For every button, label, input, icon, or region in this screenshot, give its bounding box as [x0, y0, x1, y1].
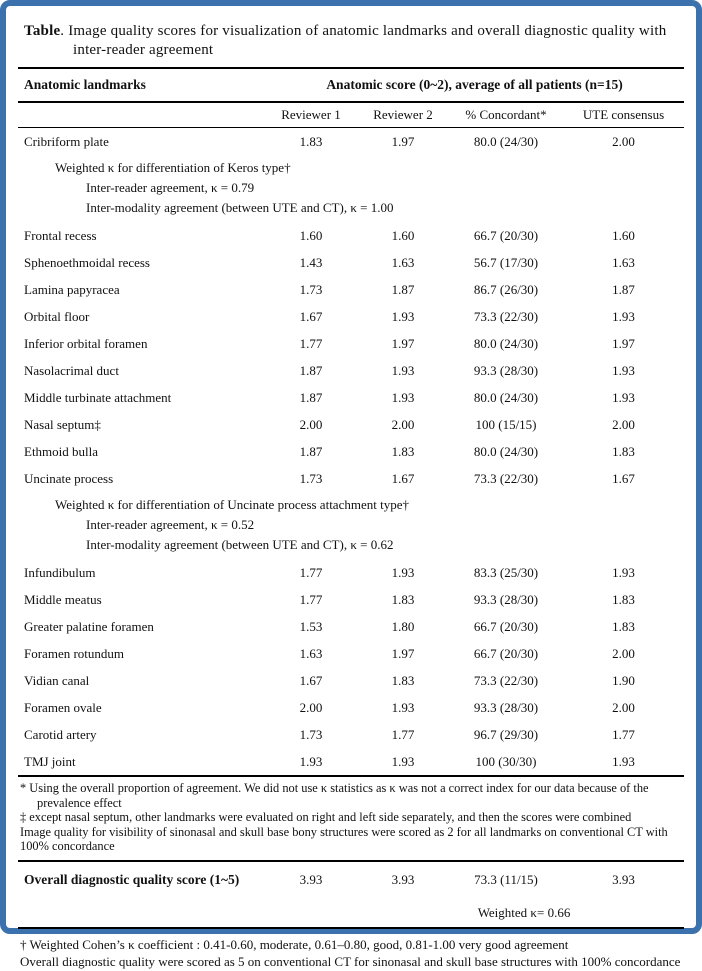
- weighted-kappa-cell: [18, 899, 684, 928]
- overall-score-label: Overall diagnostic quality score (1~5): [24, 872, 240, 888]
- landmark-name: Sphenoethmoidal recess: [24, 254, 150, 270]
- reviewer2-score: 2.00: [391, 416, 415, 432]
- subheader-reviewer-2: Reviewer 2: [357, 102, 449, 128]
- ute-consensus-score: 1.67: [612, 470, 635, 486]
- footer-note-line: † Weighted Cohen’s κ coefficient : 0.41-0.60, moderate, 0.61–0.80, good, 0.81-1.00 very good agreement: [20, 936, 569, 952]
- reviewer2-score: 1.63: [391, 254, 415, 270]
- table-row: [18, 222, 684, 249]
- kappa-note-line: Weighted κ for differentiation of Keros type†: [55, 160, 291, 175]
- reviewer2-score: 1.67: [391, 470, 415, 486]
- reviewer2-score: 1.93: [391, 699, 415, 715]
- landmark-name: Orbital floor: [24, 308, 90, 324]
- subheader-row: [18, 102, 684, 128]
- table-row: [18, 748, 684, 776]
- ute-consensus-score: 1.93: [612, 308, 635, 324]
- reviewer1-score: 1.87: [299, 389, 323, 405]
- overall-reviewer1-value: 3.93: [299, 872, 323, 888]
- landmark-name: Lamina papyracea: [24, 281, 120, 297]
- subheader-reviewer-1: Reviewer 1: [265, 102, 357, 128]
- landmark-name: Middle meatus: [24, 591, 102, 607]
- landmark-name: Foramen ovale: [24, 699, 102, 715]
- table-row: [18, 411, 684, 438]
- landmark-name: Nasal septum‡: [24, 416, 101, 432]
- table-title: [18, 20, 684, 69]
- column-header-anatomic-landmarks: Anatomic landmarks: [18, 69, 265, 102]
- subheader-ute-consensus: UTE consensus: [563, 102, 684, 128]
- kappa-note-line: Inter-modality agreement (between UTE and CT), κ = 0.62: [86, 537, 394, 552]
- reviewer1-score: 1.87: [299, 362, 323, 378]
- table-row: [18, 276, 684, 303]
- concordant-value: 73.3 (22/30): [473, 308, 539, 324]
- reviewer1-score: 2.00: [299, 416, 323, 432]
- reviewer1-score: 1.63: [299, 645, 323, 661]
- footer-note-line: Overall diagnostic quality were scored as 5 on conventional CT for sinonasal and skull base structures with 100% concordance: [20, 954, 681, 970]
- landmark-name: Infundibulum: [24, 564, 96, 580]
- ute-consensus-score: 1.93: [612, 362, 635, 378]
- footnote-line: Image quality for visibility of sinonasal and skull base bony structures were scored as 2 for all landmarks on conventional CT with 100% concordance: [20, 824, 668, 854]
- landmark-name: Foramen rotundum: [24, 645, 125, 661]
- ute-consensus-score: 2.00: [612, 645, 635, 661]
- concordant-value: 56.7 (17/30): [473, 254, 539, 270]
- concordant-value: 73.3 (22/30): [473, 470, 539, 486]
- landmark-name: Greater palatine foramen: [24, 618, 154, 634]
- overall-reviewer2-value: 3.93: [391, 872, 415, 888]
- reviewer2-score: 1.97: [391, 335, 415, 351]
- reviewer1-score: 2.00: [299, 699, 323, 715]
- concordant-value: 93.3 (28/30): [473, 699, 539, 715]
- table-row: [18, 559, 684, 586]
- landmark-name: Inferior orbital foramen: [24, 335, 148, 351]
- mid-footnote-cell: [18, 776, 684, 861]
- landmark-name: Frontal recess: [24, 227, 97, 243]
- concordant-value: 80.0 (24/30): [473, 335, 539, 351]
- reviewer1-score: 1.60: [299, 227, 323, 243]
- footnote-line: ‡ except nasal septum, other landmarks were evaluated on right and left side separately, and then the scores were combined: [20, 810, 632, 825]
- reviewer1-score: 1.73: [299, 726, 323, 742]
- reviewer1-score: 1.83: [299, 133, 323, 149]
- table-row: [18, 438, 684, 465]
- ute-consensus-score: 1.83: [612, 618, 635, 634]
- reviewer1-score: 1.87: [299, 443, 323, 459]
- kappa-note-block: [18, 492, 684, 559]
- column-header-anatomic-score: Anatomic score (0~2), average of all patients (n=15): [265, 69, 684, 102]
- concordant-value: 80.0 (24/30): [473, 443, 539, 459]
- landmark-name: Middle turbinate attachment: [24, 389, 172, 405]
- reviewer2-score: 1.77: [391, 726, 415, 742]
- concordant-value: 93.3 (28/30): [473, 591, 539, 607]
- landmark-name: Cribriform plate: [24, 133, 109, 149]
- weighted-kappa-row: [18, 899, 684, 928]
- reviewer2-score: 1.93: [391, 389, 415, 405]
- ute-consensus-score: 2.00: [612, 133, 635, 149]
- weighted-kappa-value: Weighted κ= 0.66: [477, 904, 571, 920]
- reviewer2-score: 1.87: [391, 281, 415, 297]
- kappa-note-line: Weighted κ for differentiation of Uncinate process attachment type†: [55, 497, 409, 512]
- table-row: [18, 465, 684, 492]
- overall-ute-value: 3.93: [612, 872, 635, 888]
- concordant-value: 86.7 (26/30): [473, 281, 539, 297]
- header-row: [18, 69, 684, 102]
- kappa-note-cell: [18, 155, 684, 222]
- table-row: [18, 721, 684, 748]
- reviewer2-score: 1.93: [391, 308, 415, 324]
- table-row: [18, 357, 684, 384]
- reviewer1-score: 1.43: [299, 254, 323, 270]
- quality-scores-table: [18, 69, 684, 929]
- ute-consensus-score: 1.77: [612, 726, 635, 742]
- reviewer1-score: 1.73: [299, 470, 323, 486]
- table-row: [18, 330, 684, 357]
- kappa-note-block: [18, 155, 684, 222]
- overall-concordant-value: 73.3 (11/15): [474, 872, 538, 888]
- table-row: [18, 667, 684, 694]
- landmark-name: Nasolacrimal duct: [24, 362, 119, 378]
- reviewer1-score: 1.67: [299, 672, 323, 688]
- table-row: [18, 586, 684, 613]
- kappa-note-line: Inter-modality agreement (between UTE and CT), κ = 1.00: [86, 200, 394, 215]
- reviewer2-score: 1.93: [391, 362, 415, 378]
- table-row: [18, 613, 684, 640]
- reviewer1-score: 1.77: [299, 591, 323, 607]
- table-row: [18, 249, 684, 276]
- table-title-text: . Image quality scores for visualization of anatomic landmarks and overall diagnostic quality with inter-reader agreement: [60, 23, 667, 58]
- ute-consensus-score: 2.00: [612, 416, 635, 432]
- reviewer2-score: 1.83: [391, 591, 415, 607]
- concordant-value: 100 (15/15): [475, 416, 537, 432]
- ute-consensus-score: 2.00: [612, 699, 635, 715]
- mid-footnote-block: [18, 776, 684, 861]
- ute-consensus-score: 1.93: [612, 389, 635, 405]
- reviewer2-score: 1.93: [391, 564, 415, 580]
- table-row: [18, 303, 684, 330]
- reviewer1-score: 1.73: [299, 281, 323, 297]
- reviewer2-score: 1.60: [391, 227, 415, 243]
- landmark-name: Vidian canal: [24, 672, 90, 688]
- reviewer1-score: 1.77: [299, 335, 323, 351]
- table-row: [18, 640, 684, 667]
- reviewer2-score: 1.83: [391, 672, 415, 688]
- landmark-name: Ethmoid bulla: [24, 443, 99, 459]
- landmark-name: Uncinate process: [24, 470, 114, 486]
- kappa-note-line: Inter-reader agreement, κ = 0.79: [86, 180, 255, 195]
- reviewer2-score: 1.83: [391, 443, 415, 459]
- concordant-value: 66.7 (20/30): [473, 645, 539, 661]
- table-row: [18, 694, 684, 721]
- ute-consensus-score: 1.83: [612, 443, 635, 459]
- subheader-concordant: % Concordant*: [449, 102, 563, 128]
- concordant-value: 73.3 (22/30): [473, 672, 539, 688]
- concordant-value: 66.7 (20/30): [473, 227, 539, 243]
- ute-consensus-score: 1.93: [612, 753, 635, 769]
- concordant-value: 83.3 (25/30): [473, 564, 539, 580]
- concordant-value: 80.0 (24/30): [473, 389, 539, 405]
- table-row: [18, 128, 684, 156]
- reviewer1-score: 1.77: [299, 564, 323, 580]
- table-row: [18, 384, 684, 411]
- concordant-value: 66.7 (20/30): [473, 618, 539, 634]
- ute-consensus-score: 1.97: [612, 335, 635, 351]
- reviewer2-score: 1.97: [391, 133, 415, 149]
- landmark-rows: [18, 128, 684, 777]
- ute-consensus-score: 1.93: [612, 564, 635, 580]
- landmark-name: TMJ joint: [24, 753, 76, 769]
- table-title-label: Table: [24, 23, 61, 39]
- ute-consensus-score: 1.63: [612, 254, 635, 270]
- concordant-value: 93.3 (28/30): [473, 362, 539, 378]
- ute-consensus-score: 1.87: [612, 281, 635, 297]
- ute-consensus-score: 1.90: [612, 672, 635, 688]
- reviewer2-score: 1.93: [391, 753, 415, 769]
- footnote-line: * Using the overall proportion of agreement. We did not use κ statistics as κ was not a correct index for our data because of the prevalence effect: [20, 781, 649, 810]
- ute-consensus-score: 1.60: [612, 227, 635, 243]
- reviewer1-score: 1.67: [299, 308, 323, 324]
- subheader-empty: [18, 102, 265, 128]
- footer-notes: [18, 929, 684, 971]
- kappa-note-line: Inter-reader agreement, κ = 0.52: [86, 517, 255, 532]
- reviewer2-score: 1.97: [391, 645, 415, 661]
- reviewer2-score: 1.80: [391, 618, 415, 634]
- reviewer1-score: 1.53: [299, 618, 323, 634]
- concordant-value: 100 (30/30): [475, 753, 537, 769]
- landmark-name: Carotid artery: [24, 726, 97, 742]
- overall-score-row: [18, 861, 684, 899]
- concordant-value: 96.7 (29/30): [473, 726, 539, 742]
- ute-consensus-score: 1.83: [612, 591, 635, 607]
- concordant-value: 80.0 (24/30): [473, 133, 539, 149]
- reviewer1-score: 1.93: [299, 753, 323, 769]
- kappa-note-cell: [18, 492, 684, 559]
